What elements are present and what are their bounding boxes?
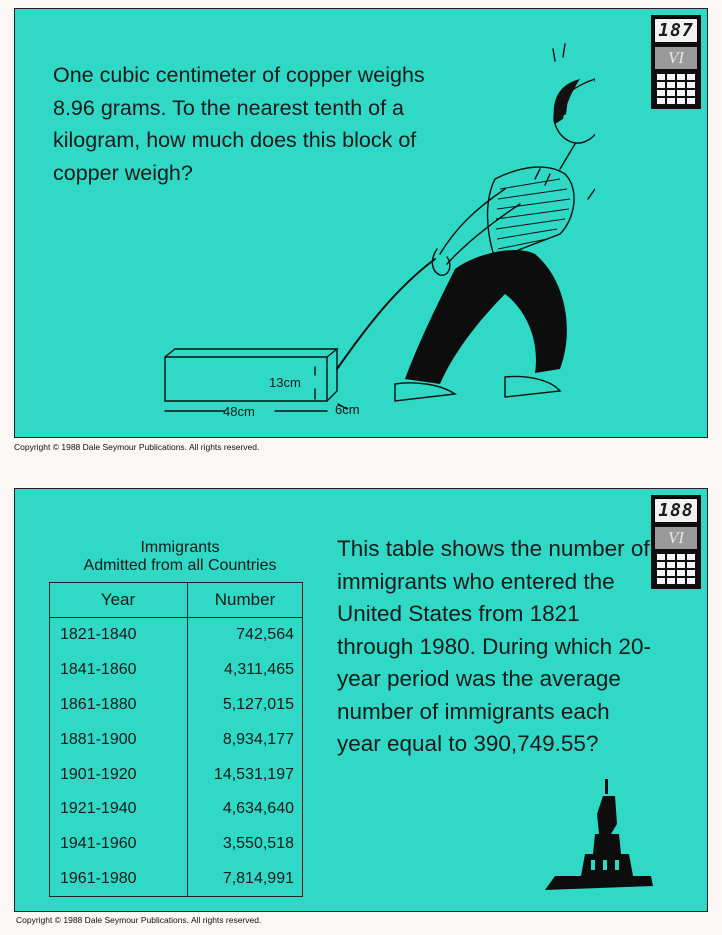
year-cell: 1921-1940: [50, 792, 188, 827]
table-row: [50, 618, 303, 653]
year-cell: 1841-1860: [50, 653, 188, 688]
year-cell: 1881-1900: [50, 722, 188, 757]
table-caption-line2: Admitted from all Countries: [83, 557, 277, 574]
copyright-text: Copyright © 1988 Dale Seymour Publications. All rights reserved.: [16, 915, 262, 925]
table-row: [50, 792, 303, 827]
question-text: This table shows the number of immigrants who entered the United States from 1821 through 1980. During which 20-year period was the average number of immigrants each year equal to 390,749.55?: [337, 536, 651, 756]
year-cell: 1821-1840: [50, 618, 188, 653]
question-text: One cubic centimeter of copper weighs 8.96 grams. To the nearest tenth of a kilogram, how much does this block of copper weigh?: [53, 63, 425, 185]
number-cell: 4,311,465: [224, 661, 294, 679]
table-caption: [55, 539, 305, 575]
table-row: [50, 827, 303, 862]
number-cell: 7,814,991: [222, 869, 294, 887]
table-row: [50, 722, 303, 757]
card-badge: [651, 495, 701, 589]
year-cell: 1861-1880: [50, 688, 188, 723]
number-cell: 8,934,177: [222, 730, 294, 748]
card-badge: [651, 15, 701, 109]
card-number: 187: [654, 18, 698, 43]
year-cell: 1941-1960: [50, 827, 188, 862]
card-level: VI: [655, 47, 697, 69]
problem-card-187: [14, 8, 708, 438]
number-cell: 742,564: [236, 626, 294, 644]
number-cell: 5,127,015: [222, 695, 294, 713]
number-cell: 4,634,640: [222, 800, 294, 818]
width-label: 6cm: [335, 402, 360, 417]
table-row: [50, 757, 303, 792]
calculator-icon: [657, 74, 695, 104]
copyright-text: Copyright © 1988 Dale Seymour Publications. All rights reserved.: [14, 442, 260, 452]
number-cell: 3,550,518: [222, 835, 294, 853]
statue-of-liberty-icon: [525, 774, 655, 904]
column-header-number: Number: [188, 583, 303, 618]
card-level: VI: [655, 527, 697, 549]
length-label: 48cm: [223, 404, 255, 419]
table-row: [50, 862, 303, 897]
card-number: 188: [654, 498, 698, 523]
number-cell: 14,531,197: [213, 765, 294, 783]
year-cell: 1961-1980: [50, 862, 188, 897]
table-caption-line1: Immigrants: [140, 539, 220, 556]
problem-card-188: [14, 488, 708, 912]
height-label: 13cm: [269, 375, 301, 390]
calculator-icon: [657, 554, 695, 584]
table-row: [50, 688, 303, 723]
column-header-year: Year: [50, 583, 188, 618]
table-header-row: [50, 583, 303, 618]
table-row: [50, 653, 303, 688]
year-cell: 1901-1920: [50, 757, 188, 792]
immigrants-table: [49, 582, 303, 897]
man-pulling-copper-block-illustration: [155, 39, 595, 429]
